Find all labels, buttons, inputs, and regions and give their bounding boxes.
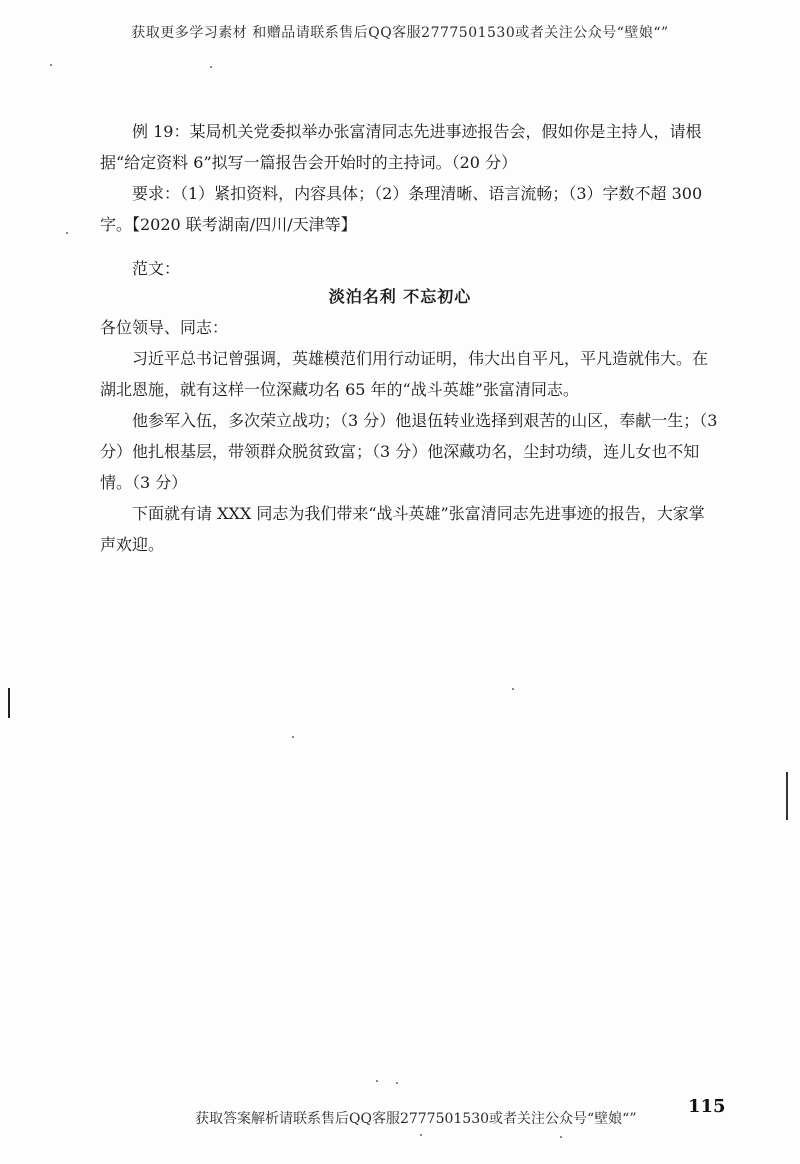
scan-speck xyxy=(512,688,514,690)
scan-edge-mark-right xyxy=(786,772,788,820)
scan-edge-mark-left xyxy=(8,688,10,718)
speech-paragraph-3: 下面就有请 XXX 同志为我们带来“战斗英雄”张富清同志先进事迹的报告，大家掌声欢迎。 xyxy=(100,504,705,554)
header-note: 获取更多学习素材 和赠品请联系售后QQ客服2777501530或者关注公众号“壁娘“” xyxy=(131,25,669,41)
scan-speck xyxy=(66,232,68,234)
scan-speck xyxy=(560,1136,562,1138)
scan-speck xyxy=(396,1082,398,1084)
question-block xyxy=(100,116,720,240)
scan-speck xyxy=(210,66,212,68)
question-prompt: 例 19：某局机关党委拟举办张富清同志先进事迹报告会，假如你是主持人，请根据“给定资料 6”拟写一篇报告会开始时的主持词。（20 分） xyxy=(100,122,702,172)
footer-note: 获取答案解析请联系售后QQ客服2777501530或者关注公众号“壁娘“” xyxy=(195,1111,637,1127)
scan-speck xyxy=(376,1080,378,1082)
scan-speck xyxy=(420,1134,422,1136)
speech-body xyxy=(100,312,720,560)
salutation: 各位领导、同志： xyxy=(100,318,229,337)
scan-speck xyxy=(50,64,52,66)
scan-speck xyxy=(292,736,294,738)
sample-label: 范文： xyxy=(132,259,181,278)
speech-paragraph-2: 他参军入伍，多次荣立战功；（3 分）他退伍转业选择到艰苦的山区，奉献一生；（3 分）他扎根基层，带领群众脱贫致富；（3 分）他深藏功名，尘封功绩，连儿女也不知情。（3 分） xyxy=(100,411,718,492)
page-number: 115 xyxy=(688,1096,726,1117)
essay-title: 淡泊名利 不忘初心 xyxy=(328,287,472,306)
speech-paragraph-1: 习近平总书记曾强调，英雄模范们用行动证明，伟大出自平凡，平凡造就伟大。在湖北恩施，就有这样一位深藏功名 65 年的“战斗英雄”张富清同志。 xyxy=(100,349,709,399)
question-requirements: 要求：（1）紧扣资料，内容具体；（2）条理清晰、语言流畅；（3）字数不超 300 字。【2020 联考湖南/四川/天津等】 xyxy=(100,184,703,234)
